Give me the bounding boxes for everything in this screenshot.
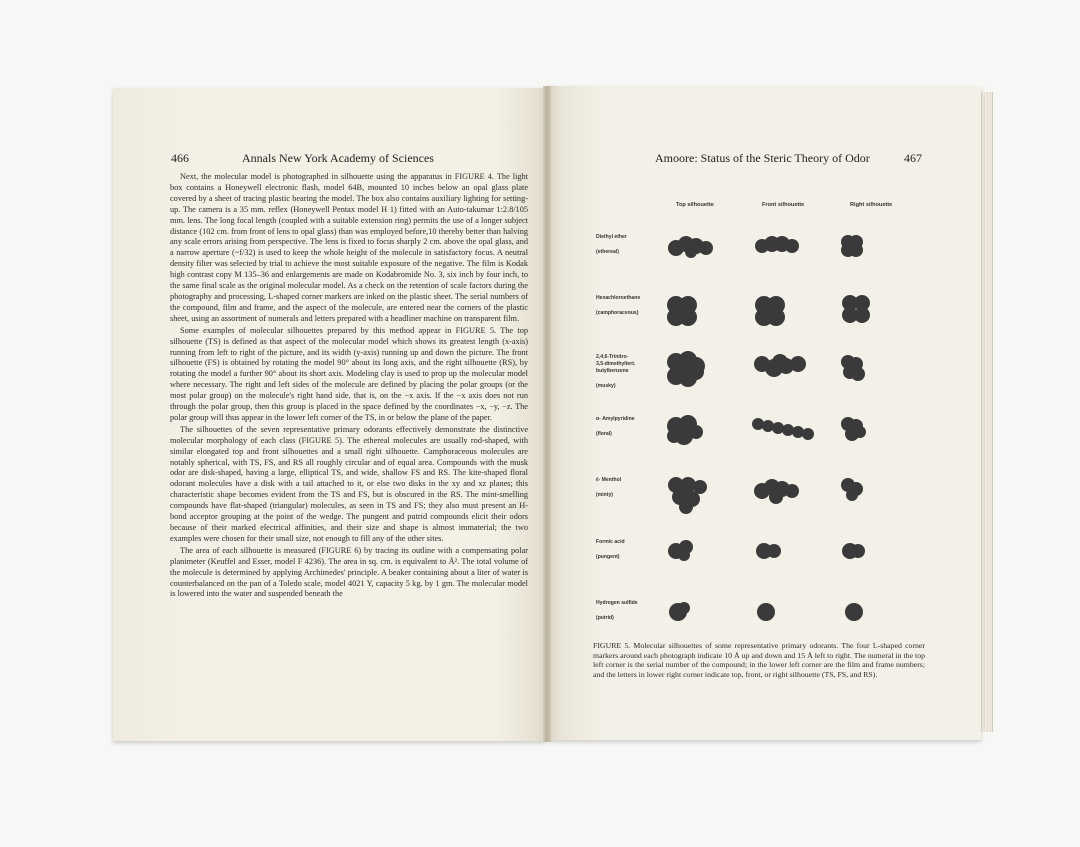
paragraph: Some examples of molecular silhouettes prepared by this method appear in FIGURE 5. The top silhouette (TS) is defined as that aspect of the molecular model which shows its greatest length (x-axis) running from left to right of the picture, and its width (y-axis) running up and down the picture. The front silhouette (FS) is obtained by rotating the model 90° about its long axis, and the right silhouette (RS), by rotating the model a further 90° about its short axis. Modeling clay is used to prop up the molecular model where necessary. The right and left sides of the molecule are defined by placing the polar groups (or the most polar group) on the molecule's right hand side, that is, on the −x axis. If the −x axis does not run through the polar group, then this group is placed in the space defined by the coordinates −x, −y, −z. The polar group will thus appear in the lower left corner of the TS, in or below the plane of the paper. [170,325,528,422]
paragraph: Next, the molecular model is photographed in silhouette using the apparatus in FIGURE 4. The light box contains a Honeywell electronic flash, model 64B, mounted 10 inches below an opal glass plate covered by a sheet of tracing plastic bearing the model. The box also contains auxiliary lighting for setting-up. The camera is a 35 mm. reflex (Honeywell Pentax model H 1) fitted with an Auto-takumar 1:2.8/105 mm. lens. The long focal length (coupled with a suitable extension ring) permits the use of a longer subject distance (102 cm. from front of lens to opal glass) than was employed before,10 thereby better than halving any scale errors arising from perspective. The lens is fixed to focus sharply 2 cm. above the opal glass, and a narrow aperture (~f/32) is used to keep the whole height of the molecule in satisfactory focus. A neutral density filter was selected by trial to achieve the most suitable exposure of the negative. The film is Kodak high contrast copy M 135–36 and enlargements are made on Kodabromide No. 3, six inch by four inch, to the same final scale as the original molecular model. As a check on the retention of scale factors during the photography and processing, L-shaped corner markers are inked on the plastic sheet. The serial numbers of the compound, film and frame, and the aspect of the molecule, are entered near the corners of the plastic sheet, using an assortment of numerals and letters prepared with a headliner machine on transparent film. [170,172,528,323]
top-silhouette [658,412,720,452]
compound-name: Diethyl ether [596,234,627,240]
atom-sphere [674,303,690,319]
right-silhouette [834,350,896,390]
atom-sphere [785,484,799,498]
atom-sphere [790,356,806,372]
atom-sphere [851,367,865,381]
atom-sphere [785,239,799,253]
odor-class: (camphoraceous) [596,310,639,316]
figure-5 [596,202,926,642]
compound-name: α- Amylpyridine [596,416,635,422]
atom-sphere [767,544,781,558]
atom-sphere [757,603,775,621]
front-silhouette [746,350,808,390]
left-body-text [170,172,528,600]
atom-sphere [792,426,804,438]
front-silhouette [746,596,808,636]
column-header-top: Top silhouette [676,202,714,208]
top-silhouette [658,473,720,513]
atom-sphere [678,549,690,561]
atom-sphere [846,489,858,501]
top-silhouette [658,291,720,331]
odor-class: (minty) [596,492,613,498]
atom-sphere [772,422,784,434]
right-silhouette [834,230,896,270]
compound-name: Hexachloroethane [596,295,641,301]
front-silhouette [746,230,808,270]
book-gutter [543,86,551,742]
compound-name: ℓ- Menthol [596,477,622,483]
compound-label [596,416,652,438]
atom-sphere [845,603,863,621]
paragraph: The silhouettes of the seven representative primary odorants effectively demonstrate the distinctive molecular morphology of each class (FIGURE 5). The ethereal molecules are usually rod-shaped, with similar elongated top and front silhouettes and a small right silhouette. Camphoraceous molecules are notably spherical, with TS, FS, and RS all roughly circular and of equal area. Compounds with the musk odor are disk-shaped, having a large, elliptical TS, and wide, shallow FS and RS. The kite-shaped floral odorant molecules have a disk with a tail attached to it, or else two disks in the xy and xz planes; this characteristic shape becomes evident from the TS and FS, but is obscured in the RS. The mint-smelling compounds have flat-shaped (triangular) molecules, as seen in TS and FS; they also must present an H-bond acceptor grouping at the point of the wedge. The pungent and putrid compounds elicit their odors because of their marked electrical affinities, and their size and shape is almost immaterial; the two examples were chosen for their small size, not enough to fill any of the other sites. [170,424,528,543]
column-header-front: Front silhouette [762,202,805,208]
top-silhouette [658,350,720,390]
front-silhouette [746,473,808,513]
compound-label [596,539,652,561]
odor-class: (ethereal) [596,249,619,255]
atom-sphere [851,544,865,558]
odor-class: (musky) [596,383,616,389]
atom-sphere [678,602,690,614]
atom-sphere [675,360,693,378]
atom-sphere [689,425,703,439]
atom-sphere [762,420,774,432]
atom-sphere [752,418,764,430]
compound-label [596,477,652,499]
atom-sphere [772,354,788,370]
right-page-number: 467 [904,151,922,165]
compound-label [596,600,652,622]
top-silhouette [658,230,720,270]
odor-class: (putrid) [596,615,614,621]
compound-name: Formic acid [596,539,625,545]
right-silhouette [834,596,896,636]
atom-sphere [849,243,863,257]
compound-label [596,234,652,256]
compound-name: butylbenzene [596,368,629,374]
atom-sphere [769,490,783,504]
figure-caption: FIGURE 5. Molecular silhouettes of some representative primary odorants. The four L-shaped corner markers around each photograph indicate 10 Å up and down and 15 Å left to right. The numeral in the top left corner is the serial number of the compound; in the lower left corner are the film and frame numbers; and the letters in lower right corner indicate top, front, or right silhouette (TS, FS, and RS). [593,641,925,679]
compound-name: 2,4,6-Trinitro- [596,354,629,360]
left-page-number: 466 [171,151,189,165]
atom-sphere [854,426,866,438]
atom-sphere [802,428,814,440]
atom-sphere [667,429,681,443]
compound-label [596,295,652,317]
front-silhouette [746,291,808,331]
compound-label [596,354,652,390]
front-silhouette [746,412,808,452]
atom-sphere [762,303,778,319]
odor-class: (pungent) [596,554,620,560]
compound-name: 3,5-dimethyltert. [596,361,636,367]
atom-sphere [699,241,713,255]
odor-class: (floral) [596,431,612,437]
right-silhouette [834,473,896,513]
left-running-header: Annals New York Academy of Sciences [242,151,434,165]
right-running-header: Amoore: Status of the Steric Theory of Odor [655,151,870,165]
atom-sphere [782,424,794,436]
top-silhouette [658,596,720,636]
atom-sphere [854,307,870,323]
column-header-right: Right silhouette [850,202,893,208]
front-silhouette [746,535,808,575]
top-silhouette [658,535,720,575]
right-silhouette [834,291,896,331]
right-silhouette [834,535,896,575]
atom-sphere [679,500,693,514]
right-silhouette [834,412,896,452]
atom-sphere [685,246,697,258]
compound-name: Hydrogen sulfide [596,600,638,606]
paragraph: The area of each silhouette is measured (FIGURE 6) by tracing its outline with a compensating polar planimeter (Keuffel and Esser, model F 4236). The area in sq. cm. is equivalent to Å². The total volume of the molecule is determined by applying Archimedes' principle. A beaker containing about a liter of water is counterbalanced on the pan of a Toledo scale, model 4021 Y, capacity 5 kg. by 1 gm. The molecular model is lowered into the water and suspended beneath the [170,545,528,599]
